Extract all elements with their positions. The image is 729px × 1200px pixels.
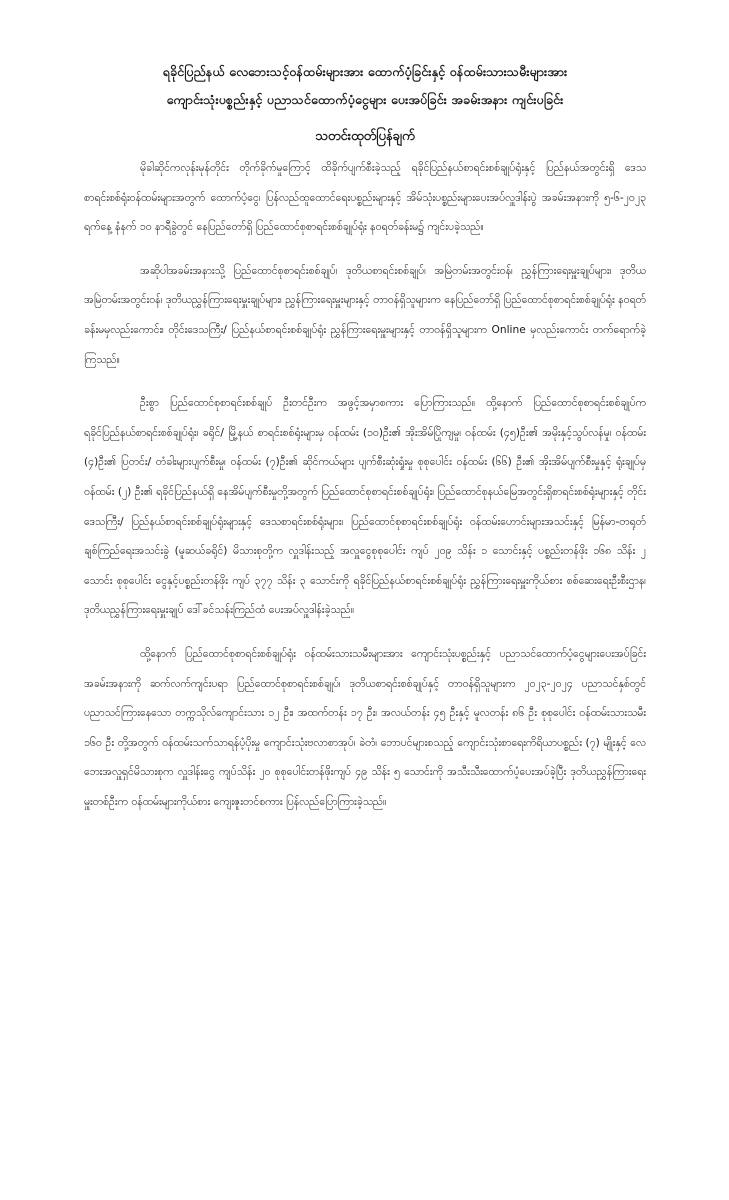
document-subtitle: သတင်းထုတ်ပြန်ချက် <box>315 129 415 144</box>
body-paragraph-3: ဦးစွာ ပြည်ထောင်စုစာရင်းစစ်ချုပ် ဦးတင်ဦးက အဖွင့်အမှာစကား ပြောကြားသည်။ ထို့နောက် ပြည်ထောင်စုစာရင်းစစ်ချုပ်က ရခိုင်ပြည်နယ်စာရင်းစစ်ချုပ်ရုံး၊ ခရိုင်/ မြို့နယ် စာရင်းစစ်ရုံးများမှ ဝန်ထမ်း (၁၀)ဦး၏ အိုးအိမ်ပြိုကျမှု၊ ဝန်ထမ်း (၄၅)ဦး၏ အမိုးနှင့်သွပ်လန်မှု၊ ဝန်ထမ်း (၄)ဦး၏ ပြတင်း/ တံခါးများပျက်စီးမှု၊ ဝန်ထမ်း (၇)ဦး၏ ဆိုင်ကယ်များ ပျက်စီးဆုံးရှုံးမှု စုစုပေါင်း ဝန်ထမ်း (၆၆) ဦး၏ အိုးအိမ်ပျက်စီးမှုနှင့် ရုံးချုပ်မှဝန်ထမ်း (၂) ဦး၏ ရခိုင်ပြည်နယ်ရှိ နေအိမ်ပျက်စီးမှုတို့အတွက် ပြည်ထောင်စုစာရင်းစစ်ချုပ်ရုံး၊ ပြည်ထောင်စုနယ်မြေအတွင်းရှိစာရင်းစစ်ရုံးများနှင့် တိုင်းဒေသကြီး/ ပြည်နယ်စာရင်းစစ်ချုပ်ရုံးများနှင့် ဒေသစာရင်းစစ်ရုံးများ၊ ပြည်ထောင်စုစာရင်းစစ်ချုပ်ရုံး ဝန်ထမ်းဟောင်းများအသင်းနှင့် မြန်မာ-တရုတ် ချစ်ကြည်ရေးအသင်းခွဲ (မူဆယ်ခရိုင်) မိသားစုတို့က လှူဒါန်းသည့် အလှူငွေစုစုပေါင်း ကျပ် ၂၀၉ သိန်း ၁ သောင်းနှင့် ပစ္စည်းတန်ဖိုး ၁၆၈ သိန်း ၂ သောင်း စုစုပေါင်း ငွေနှင့်ပစ္စည်းတန်ဖိုး ကျပ် ၃၇၇ သိန်း ၃ သောင်းကို ရခိုင်ပြည်နယ်စာရင်းစစ်ချုပ်ရုံး ညွှန်ကြားရေးမှူးကိုယ်စား စစ်ဆေးရေးဦးစီးဌာန၊ ဒုတိယညွှန်ကြားရေးမှူးချုပ် ဒေါ်ခင်သန်းကြည်ထံ ပေးအပ်လှူဒါန်းခဲ့သည်။ <box>84 397 646 617</box>
body-paragraph-2: အဆိုပါအခမ်းအနားသို့ ပြည်ထောင်စုစာရင်းစစ်ချုပ်၊ ဒုတိယစာရင်းစစ်ချုပ်၊ အမြဲတမ်းအတွင်းဝန်၊ ညွှန်ကြားရေးမှူးချုပ်များ၊ ဒုတိယအမြဲတမ်းအတွင်းဝန်၊ ဒုတိယညွှန်ကြားရေးမှူးချုပ်များ၊ ညွှန်ကြားရေးမှူးများနှင့် တာဝန်ရှိသူများက နေပြည်တော်ရှိ ပြည်ထောင်စုစာရင်းစစ်ချုပ်ရုံး နဝရတ်ခန်းမမှလည်းကောင်း၊ တိုင်းဒေသကြီး/ ပြည်နယ်စာရင်းစစ်ချုပ်ရုံး ညွှန်ကြားရေးမှူးများနှင့် တာဝန်ရှိသူများက Online မှလည်းကောင်း တက်ရောက်ခဲ့ကြသည်။ <box>84 264 646 366</box>
press-release-page <box>84 58 646 831</box>
document-title-line-1: ရခိုင်ပြည်နယ် လေဘေးသင့်ဝန်ထမ်းများအား ထောက်ပံ့ခြင်းနှင့် ဝန်ထမ်းသားသမီးများအား <box>162 64 568 79</box>
document-title-line-2: ကျောင်းသုံးပစ္စည်းနှင့် ပညာသင်ထောက်ပံ့ငွေများ ပေးအပ်ခြင်း အခမ်းအနား ကျင်းပခြင်း <box>166 92 564 107</box>
body-paragraph-4: ထို့နောက် ပြည်ထောင်စုစာရင်းစစ်ချုပ်ရုံး ဝန်ထမ်းသားသမီးများအား ကျောင်းသုံးပစ္စည်းနှင့် ပညာသင်ထောက်ပံ့ငွေများပေးအပ်ခြင်း အခမ်းအနားကို ဆက်လက်ကျင်းပရာ ပြည်ထောင်စုစာရင်းစစ်ချုပ်၊ ဒုတိယစာရင်းစစ်ချုပ်နှင့် တာဝန်ရှိသူများက ၂၀၂၃-၂၀၂၄ ပညာသင်နှစ်တွင် ပညာသင်ကြားနေသော တက္ကသိုလ်ကျောင်းသား ၁၂ ဦး၊ အထက်တန်း ၁၇ ဦး၊ အလယ်တန်း ၄၅ ဦးနှင့် မူလတန်း ၈၆ ဦး စုစုပေါင်း ဝန်ထမ်းသားသမီး ၁၆၀ ဦး တို့အတွက် ဝန်ထမ်းသက်သာရန်ပံ့ပိုးမှု ကျောင်းသုံးဗလာစာအုပ်၊ ခဲတံ၊ ဘောပင်များစသည့် ကျောင်းသုံးစာရေးကိရိယာပစ္စည်း (၇) မျိုးနှင့် လေဘေးအလှူရှင်မိသားစုက လှူဒါန်းငွေ ကျပ်သိန်း ၂၀ စုစုပေါင်းတန်ဖိုးကျပ် ၄၉ သိန်း ၅ သောင်းကို အသီးသီးထောက်ပံ့ပေးအပ်ခဲ့ပြီး ဒုတိယညွှန်ကြားရေးမှူးတစ်ဦးက ဝန်ထမ်းများကိုယ်စား ကျေးဇူးတင်စကား ပြန်လည်ပြောကြားခဲ့သည်။ <box>84 647 646 808</box>
body-paragraph-1: မိုခါဆိုင်ကလုန်းမုန်တိုင်း တိုက်ခိုက်မှုကြောင့် ထိခိုက်ပျက်စီးခဲ့သည့် ရခိုင်ပြည်နယ်စာရင်းစစ်ချုပ်ရုံးနှင့် ပြည်နယ်အတွင်းရှိ ဒေသစာရင်းစစ်ရုံးဝန်ထမ်းများအတွက် ထောက်ပံ့ငွေ၊ ပြန်လည်ထူထောင်ရေးပစ္စည်းများနှင့် အိမ်သုံးပစ္စည်းများပေးအပ်လှူဒါန်းပွဲ အခမ်းအနားကို ၅-၆-၂၀၂၃ ရက်နေ့ နံနက် ၁၀ နာရီခွဲတွင် နေပြည်တော်ရှိ ပြည်ထောင်စုစာရင်းစစ်ချုပ်ရုံး နဝရတ်ခန်းမ၌ ကျင်းပခဲ့သည်။ <box>84 162 646 234</box>
